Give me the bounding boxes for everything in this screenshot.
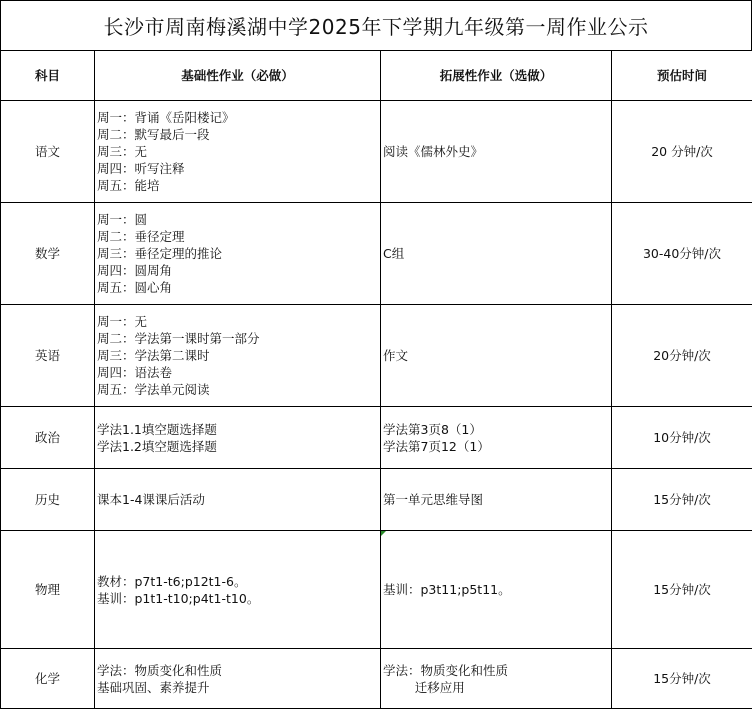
basic-line: 周五：圆心角 xyxy=(97,279,380,296)
header-subject: 科目 xyxy=(1,51,95,101)
subject-cell: 英语 xyxy=(1,305,95,407)
extended-line: 学法第3页8（1） xyxy=(383,421,611,438)
basic-line: 周四：圆周角 xyxy=(97,262,380,279)
time-cell: 15分钟/次 xyxy=(612,531,752,649)
table-row xyxy=(1,305,752,407)
basic-cell xyxy=(95,649,381,709)
table-row xyxy=(1,531,752,649)
table-row xyxy=(1,469,752,531)
extended-cell xyxy=(381,305,612,407)
subject-cell: 化学 xyxy=(1,649,95,709)
basic-line: 学法1.2填空题选择题 xyxy=(97,438,380,455)
basic-line: 基础巩固、素养提升 xyxy=(97,679,380,696)
basic-line: 周二：默写最后一段 xyxy=(97,126,380,143)
header-extended: 拓展性作业（选做） xyxy=(381,51,612,101)
basic-line: 学法：物质变化和性质 xyxy=(97,662,380,679)
subject-cell: 数学 xyxy=(1,203,95,305)
extended-cell xyxy=(381,469,612,531)
extended-cell xyxy=(381,101,612,203)
extended-line: 作文 xyxy=(383,347,611,364)
basic-line: 周三：无 xyxy=(97,143,380,160)
subject-cell: 物理 xyxy=(1,531,95,649)
cell-comment-marker xyxy=(381,531,386,536)
time-cell: 20分钟/次 xyxy=(612,305,752,407)
homework-table xyxy=(0,50,752,709)
basic-cell xyxy=(95,531,381,649)
time-cell: 15分钟/次 xyxy=(612,469,752,531)
basic-line: 周四：语法卷 xyxy=(97,364,380,381)
time-cell: 20 分钟/次 xyxy=(612,101,752,203)
basic-line: 教材：p7t1-t6;p12t1-6。 xyxy=(97,573,380,590)
extended-line: 第一单元思维导图 xyxy=(383,491,611,508)
extended-cell xyxy=(381,531,612,649)
basic-cell xyxy=(95,203,381,305)
extended-cell xyxy=(381,407,612,469)
basic-cell xyxy=(95,305,381,407)
basic-line: 周一：背诵《岳阳楼记》 xyxy=(97,109,380,126)
basic-cell xyxy=(95,101,381,203)
basic-line: 周四：听写注释 xyxy=(97,160,380,177)
extended-cell xyxy=(381,649,612,709)
extended-cell xyxy=(381,203,612,305)
basic-line: 周三：垂径定理的推论 xyxy=(97,245,380,262)
basic-cell xyxy=(95,469,381,531)
table-row xyxy=(1,649,752,709)
basic-line: 课本1-4课课后活动 xyxy=(97,491,380,508)
basic-line: 周五：能培 xyxy=(97,177,380,194)
time-cell: 15分钟/次 xyxy=(612,649,752,709)
subject-cell: 语文 xyxy=(1,101,95,203)
extended-line: C组 xyxy=(383,245,611,262)
basic-line: 学法1.1填空题选择题 xyxy=(97,421,380,438)
basic-line: 周二：学法第一课时第一部分 xyxy=(97,330,380,347)
time-cell: 30-40分钟/次 xyxy=(612,203,752,305)
time-cell: 10分钟/次 xyxy=(612,407,752,469)
header-row xyxy=(1,51,752,101)
basic-line: 周二：垂径定理 xyxy=(97,228,380,245)
table-row xyxy=(1,407,752,469)
basic-line: 周一：圆 xyxy=(97,211,380,228)
subject-cell: 历史 xyxy=(1,469,95,531)
sheet-title: 长沙市周南梅溪湖中学2025年下学期九年级第一周作业公示 xyxy=(0,0,752,50)
header-basic: 基础性作业（必做） xyxy=(95,51,381,101)
subject-cell: 政治 xyxy=(1,407,95,469)
basic-cell xyxy=(95,407,381,469)
table-body xyxy=(1,101,752,709)
table-row xyxy=(1,101,752,203)
basic-line: 基训：p1t1-t10;p4t1-t10。 xyxy=(97,590,380,607)
extended-line: 基训：p3t11;p5t11。 xyxy=(383,581,611,598)
table-row xyxy=(1,203,752,305)
extended-line: 学法：物质变化和性质 xyxy=(383,662,611,679)
extended-line: 迁移应用 xyxy=(383,679,611,696)
extended-line: 阅读《儒林外史》 xyxy=(383,143,611,160)
header-time: 预估时间 xyxy=(612,51,752,101)
extended-line: 学法第7页12（1） xyxy=(383,438,611,455)
basic-line: 周一：无 xyxy=(97,313,380,330)
basic-line: 周五：学法单元阅读 xyxy=(97,381,380,398)
basic-line: 周三：学法第二课时 xyxy=(97,347,380,364)
